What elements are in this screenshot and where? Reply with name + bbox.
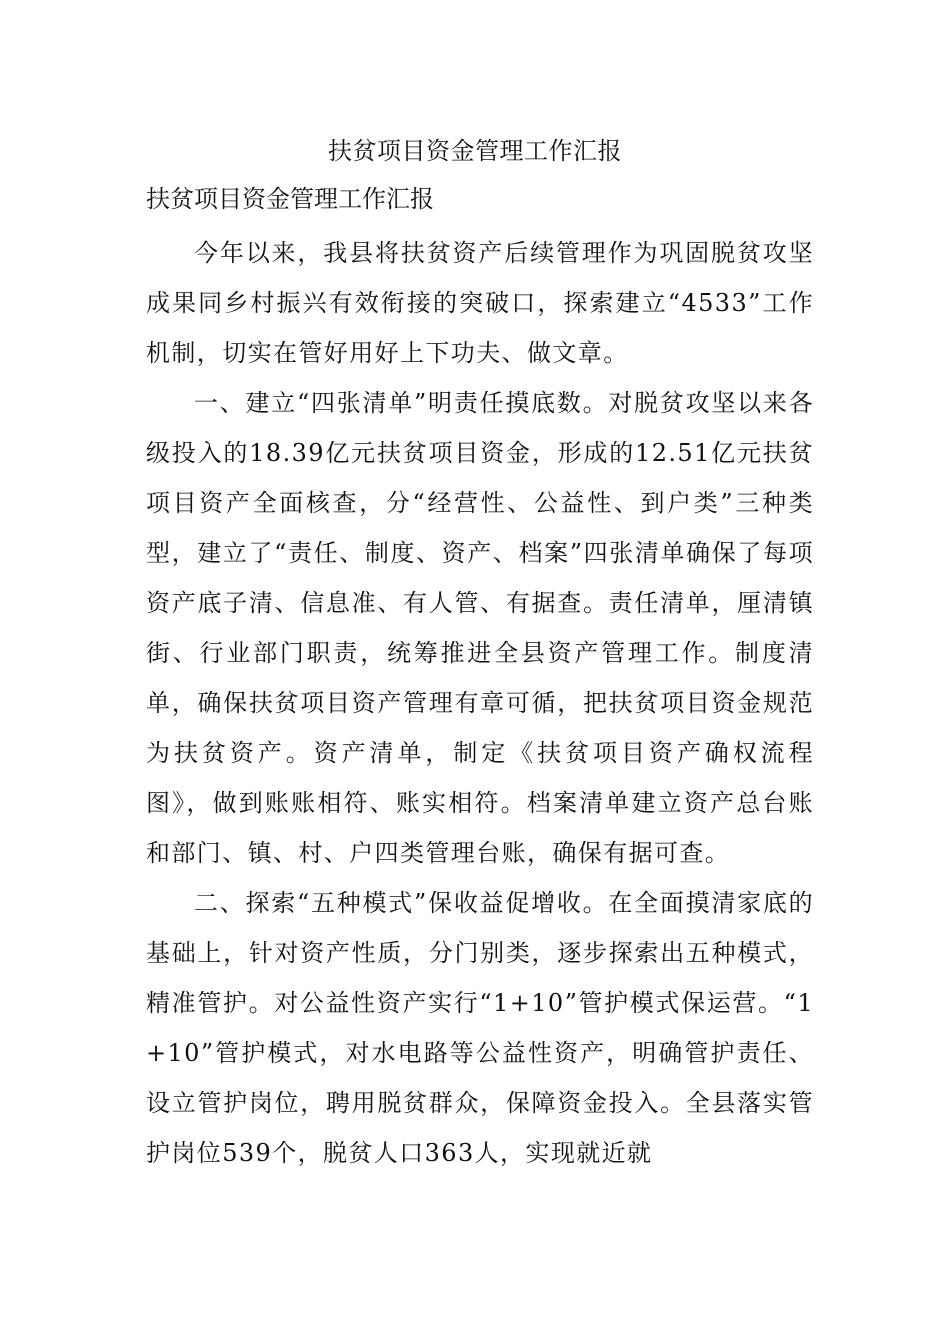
- paragraph-section-one: 一、建立“四张清单”明责任摸底数。对脱贫攻坚以来各级投入的18.39亿元扶贫项目资金，形成的12.51亿元扶贫项目资产全面核查，分“经营性、公益性、到户类”三种类型，建立了“责任、制度、资产、档案”四张清单确保了每项资产底子清、信息准、有人管、有据查。责任清单，厘清镇街、行业部门职责，统筹推进全县资产管理工作。制度清单，确保扶贫项目资产管理有章可循，把扶贫项目资金规范为扶贫资产。资产清单，制定《扶贫项目资产确权流程图》，做到账账相符、账实相符。档案清单建立资产总台账和部门、镇、村、户四类管理台账，确保有据可查。: [146, 389, 814, 867]
- document-title: 扶贫项目资金管理工作汇报: [328, 137, 622, 165]
- document-subtitle: 扶贫项目资金管理工作汇报: [146, 185, 434, 213]
- paragraph-section-two: 二、探索“五种模式”保收益促增收。在全面摸清家底的基础上，针对资产性质，分门别类，逐步探索出五种模式，精准管护。对公益性资产实行“1+10”管护模式保运营。“1+10”管护模式，对水电路等公益性资产，明确管护责任、设立管护岗位，聘用脱贫群众，保障资金投入。全县落实管护岗位539个，脱贫人口363人，实现就近就: [146, 889, 814, 1167]
- document-body: [146, 228, 814, 1178]
- paragraph-intro: 今年以来，我县将扶贫资产后续管理作为巩固脱贫攻坚成果同乡村振兴有效衔接的突破口，探索建立“4533”工作机制，切实在管好用好上下功夫、做文章。: [146, 239, 814, 367]
